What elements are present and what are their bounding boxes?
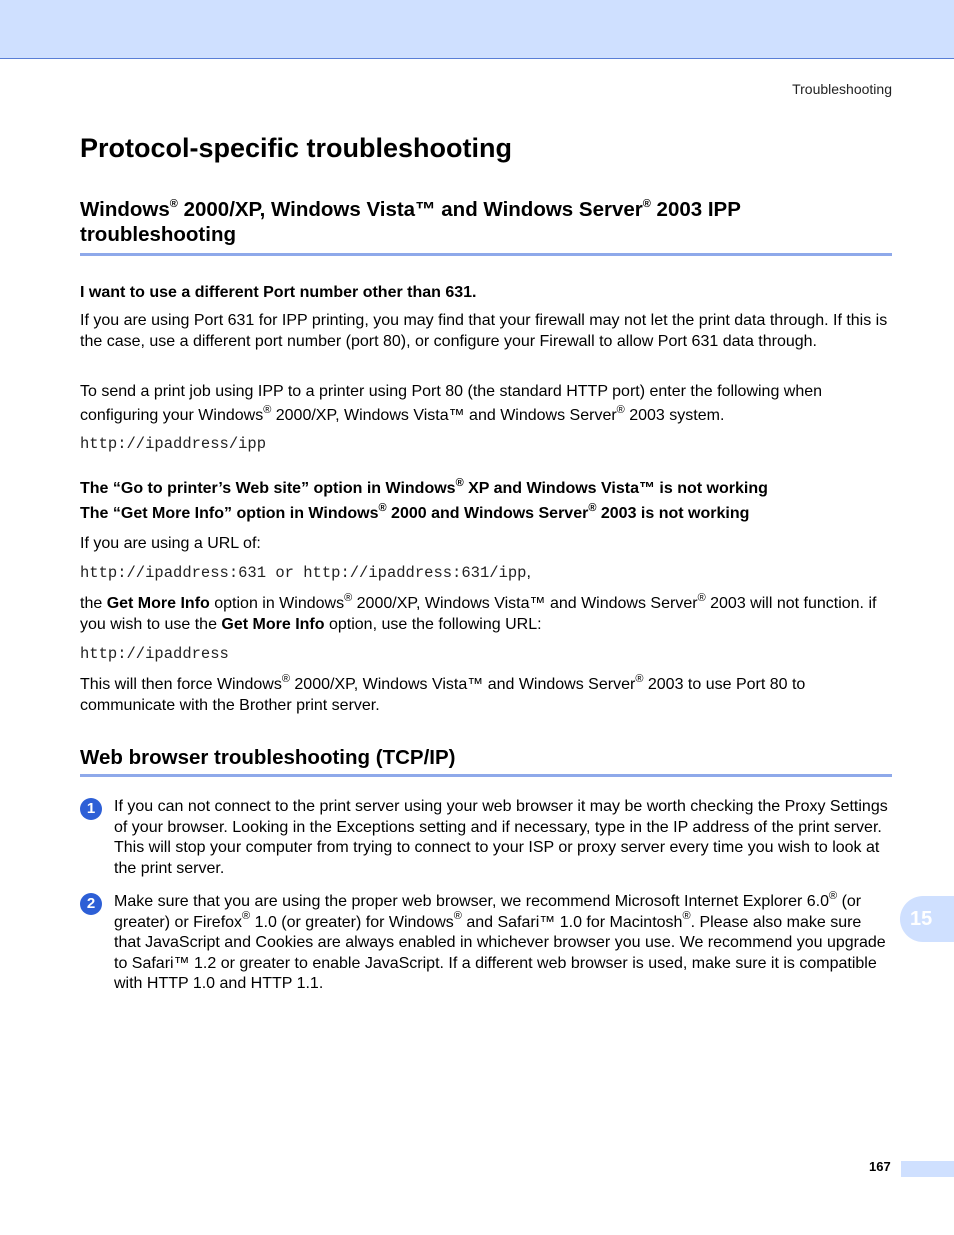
chapter-tab: 15 xyxy=(900,896,954,942)
running-head: Troubleshooting xyxy=(792,81,892,97)
step-number-badge: 2 xyxy=(80,893,102,915)
paragraph-get-more-info: the Get More Info option in Windows® 2000/XP, Windows Vista™ and Windows Server® 2003 will not function. if you wish to use the Get More Info option, use the following URL: xyxy=(80,591,877,633)
question-port: I want to use a different Port number other than 631. xyxy=(80,284,477,301)
question-get-more-info: The “Get More Info” option in Windows® 2000 and Windows Server® 2003 is not working xyxy=(80,501,750,522)
code-url-631: http://ipaddress:631 or http://ipaddress:631/ipp, xyxy=(80,564,531,582)
step-1-text: If you can not connect to the print server using your web browser it may be worth checking the Proxy Settings of your browser. Looking in the Exceptions setting and if necessary, type in the IP address of the print server. This will stop your computer from trying to connect to your ISP or proxy server every time you wish to look at the print server. xyxy=(114,798,888,877)
page-title: Protocol-specific troubleshooting xyxy=(80,133,513,163)
question-web-site: The “Go to printer’s Web site” option in Windows® XP and Windows Vista™ is not working xyxy=(80,476,768,497)
header-band xyxy=(0,0,954,59)
paragraph-port80: To send a print job using IPP to a printer using Port 80 (the standard HTTP port) enter the following when configuring your Windows® 2000/XP, Windows Vista™ and Windows Server® 2003 system. xyxy=(80,383,823,424)
step-1 xyxy=(80,797,892,879)
page-number-bar xyxy=(901,1161,954,1177)
paragraph-firewall: If you are using Port 631 for IPP printing, you may find that your firewall may not let the print data through. If this is the case, use a different port number (port 80), or configure your Firewall to allow Port 631 data through. xyxy=(80,312,888,350)
step-2 xyxy=(80,889,892,995)
code-url-ipp: http://ipaddress/ipp xyxy=(80,435,267,453)
section-heading-ipp: Windows® 2000/XP, Windows Vista™ and Windows Server® 2003 IPP troubleshooting xyxy=(80,197,892,256)
paragraph-url-of: If you are using a URL of: xyxy=(80,535,261,552)
code-url-plain: http://ipaddress xyxy=(80,645,229,663)
step-2-text: Make sure that you are using the proper web browser, we recommend Microsoft Internet Explorer 6.0® (or greater) or Firefox® 1.0 (or greater) for Windows® and Safari™ 1.0 for Macintosh®. Please also make sure that JavaScript and Cookies are always enabled in whichever browser you use. We recommend you upgrade to Safari™ 1.2 or greater to enable JavaScript. If a different web browser is used, make sure it is compatible with HTTP 1.0 and HTTP 1.1. xyxy=(114,889,886,992)
step-number-badge: 1 xyxy=(80,798,102,820)
paragraph-force-port80: This will then force Windows® 2000/XP, Windows Vista™ and Windows Server® 2003 to use Port 80 to communicate with the Brother print server. xyxy=(80,672,806,714)
section-heading-web-browser: Web browser troubleshooting (TCP/IP) xyxy=(80,745,892,777)
page-number: 167 xyxy=(869,1159,891,1174)
